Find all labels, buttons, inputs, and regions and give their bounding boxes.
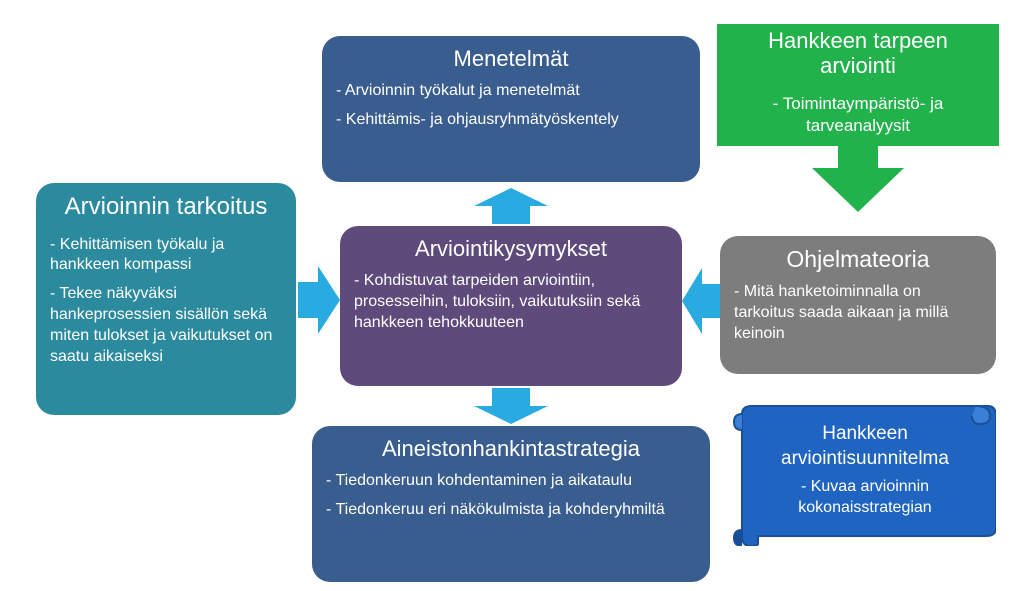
arvioinnin-tarkoitus-item: - Tekee näkyväksi hankeprosessien sisällön sekä miten tulokset ja vaikutukset on saatu aikaiseksi xyxy=(50,285,273,365)
ohjelmateoria-item: - Mitä hanketoiminnalla on tarkoitus saada aikaan ja millä keinoin xyxy=(734,283,949,343)
arrow-up-to-menetelmat xyxy=(474,188,548,224)
menetelmat-item: - Arvioinnin työkalut ja menetelmät xyxy=(336,82,580,100)
arviointisuunnitelma-scroll xyxy=(728,404,996,546)
arviointisuunnitelma-item: - Kuvaa arvioinnin kokonaisstrategian xyxy=(798,478,932,517)
arviointisuunnitelma-content xyxy=(756,422,974,527)
menetelmat-item: - Kehittämis- ja ohjausryhmätyöskentely xyxy=(336,111,619,129)
ohjelmateoria-box xyxy=(720,236,996,374)
arrow-down-from-tarpeen xyxy=(812,146,904,212)
arvioinnin-tarkoitus-box xyxy=(36,183,296,415)
arviointikysymykset-item: - Kohdistuvat tarpeiden arviointiin, prosesseihin, tuloksiin, vaikutuksiin sekä hankkeen tehokkuuteen xyxy=(354,272,641,331)
arviointisuunnitelma-title: Hankkeen arviointisuunnitelma xyxy=(781,423,949,469)
aineistonhankintastrategia-item: - Tiedonkeruun kohdentaminen ja aikataulu xyxy=(326,472,632,490)
ohjelmateoria-title: Ohjelmateoria xyxy=(786,246,930,272)
tarpeen-arviointi-box xyxy=(717,24,999,146)
arrow-down-to-aineisto xyxy=(474,388,548,424)
menetelmat-box xyxy=(322,36,700,182)
tarpeen-arviointi-item: - Toimintaympäristö- ja tarveanalyysit xyxy=(772,93,944,135)
aineistonhankintastrategia-title: Aineistonhankintastrategia xyxy=(381,436,641,461)
aineistonhankintastrategia-box xyxy=(312,426,710,582)
aineistonhankintastrategia-item: - Tiedonkeruu eri näkökulmista ja kohderyhmiltä xyxy=(326,501,665,519)
menetelmat-title: Menetelmät xyxy=(453,46,569,71)
arviointikysymykset-box xyxy=(340,226,682,386)
arvioinnin-tarkoitus-title: Arvioinnin tarkoitus xyxy=(64,193,268,220)
arrow-right-from-tarkoitus xyxy=(298,266,340,334)
arvioinnin-tarkoitus-item: - Kehittämisen työkalu ja hankkeen kompassi xyxy=(50,235,225,274)
tarpeen-arviointi-title: Hankkeen tarpeen arviointi xyxy=(768,28,948,79)
arrow-left-from-ohjelma xyxy=(682,268,720,334)
arviointikysymykset-title: Arviointikysymykset xyxy=(415,236,607,261)
